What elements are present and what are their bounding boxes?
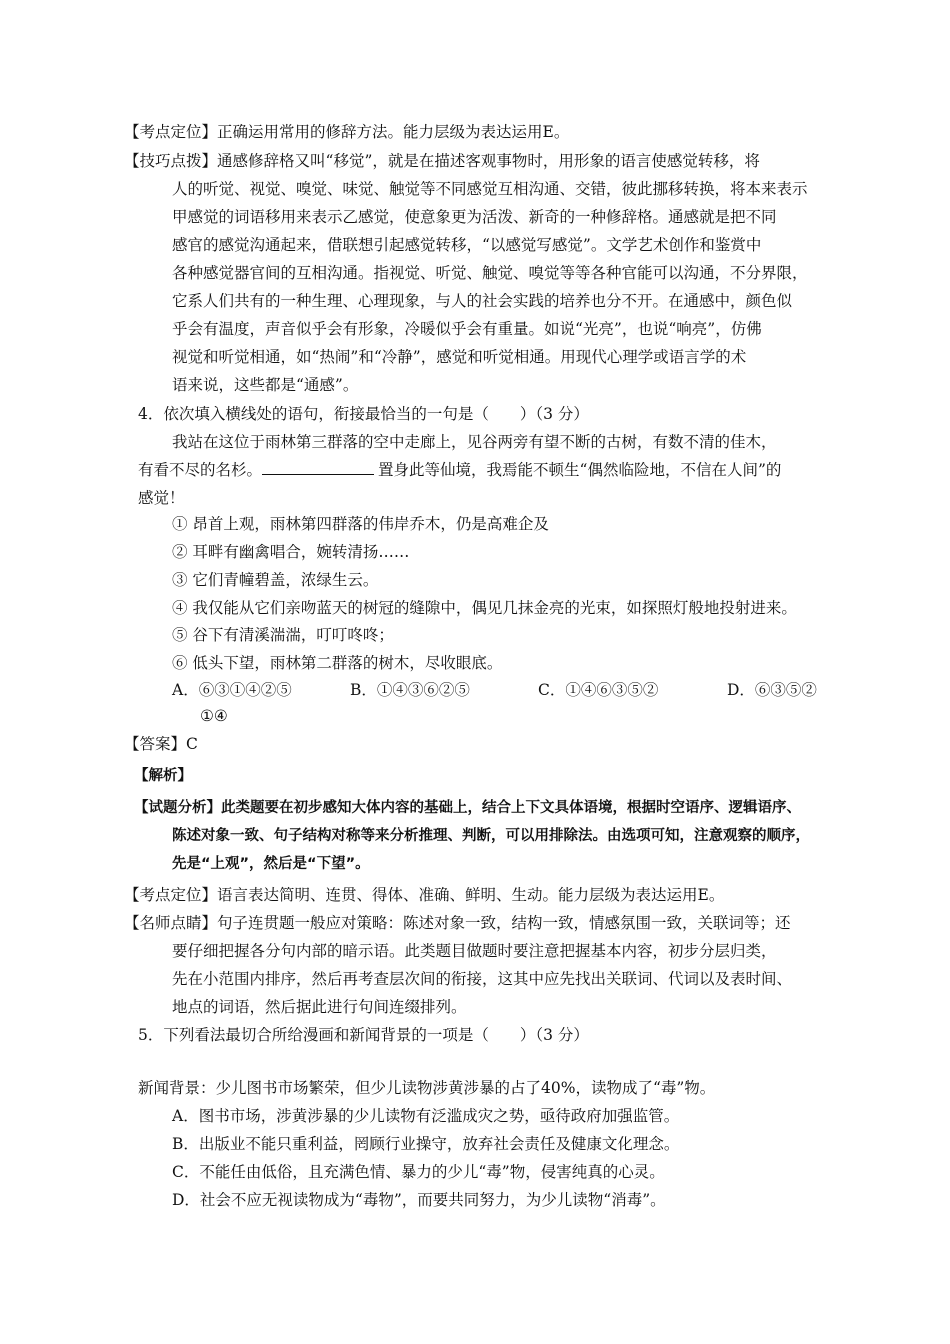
q4-passage: 感觉！ <box>138 489 185 507</box>
question-5-stem: 5．下列看法最切合所给漫画和新闻背景的一项是（ ）（3 分） <box>138 1026 589 1044</box>
mingshi-tag: 【名师点睛】 <box>124 914 218 932</box>
kaodian-tag: 【考点定位】 <box>124 886 218 904</box>
q4-fenxi-line: 先是“上观”，然后是“下望”。 <box>172 856 370 872</box>
q4-answer: 【答案】C <box>124 735 198 753</box>
q4-item: ① 昂首上观，雨林第四群落的伟岸乔木，仍是高难企及 <box>172 515 549 533</box>
fill-blank <box>262 460 374 475</box>
q4-item: ③ 它们青幢碧盖，浓绿生云。 <box>172 571 379 589</box>
mingshi-line: 要仔细把握各分句内部的暗示语。此类题目做题时要注意把握基本内容，初步分层归类， <box>172 942 777 960</box>
q5-option-b: B．出版业不能只重利益，罔顾行业操守，放弃社会责任及健康文化理念。 <box>172 1135 680 1153</box>
q4-jiexi: 【解析】 <box>134 768 192 784</box>
jiqiao-line: 感官的感觉沟通起来，借联想引起感觉转移，“以感觉写感觉”。文学艺术创作和鉴赏中 <box>172 236 762 254</box>
jiqiao-line: 它系人们共有的一种生理、心理现象，与人的社会实践的培养也分不开。在通感中，颜色似 <box>172 292 793 310</box>
jiqiao-tag: 【技巧点拨】 <box>124 152 218 170</box>
q5-option-d: D．社会不应无视读物成为“毒物”，而要共同努力，为少儿读物“消毒”。 <box>172 1191 666 1209</box>
q4-passage-part: 置身此等仙境，我焉能不顿生“偶然临险地，不信在人间”的 <box>378 461 782 479</box>
jiqiao-line: 视觉和听觉相通，如“热闹”和“冷静”，感觉和听觉相通。用现代心理学或语言学的术 <box>172 348 747 366</box>
mingshi-dianjing <box>124 912 791 934</box>
q4-option-a: A．⑥③①④②⑤ <box>172 681 292 699</box>
q4-fenxi-line: 【试题分析】此类题要在初步感知大体内容的基础上，结合上下文具体语境，根据时空语序、逻辑语序、 <box>134 800 801 816</box>
jiqiao-line: 人的听觉、视觉、嗅觉、味觉、触觉等不同感觉互相沟通、交错，彼此挪移转换，将本来表示 <box>172 180 808 198</box>
q5-news-background: 新闻背景：少儿图书市场繁荣，但少儿读物涉黄涉暴的占了40%，读物成了“毒”物。 <box>138 1079 716 1097</box>
q4-option-b: B．①④③⑥②⑤ <box>350 681 470 699</box>
jiqiao-line: 乎会有温度，声音似乎会有形象，冷暖似乎会有重量。如说“光亮”，也说“响亮”，仿佛 <box>172 320 762 338</box>
q4-fenxi-line: 陈述对象一致、句子结构对称等来分析推理、判断，可以用排除法。由选项可知，注意观察的顺序， <box>172 828 810 844</box>
q5-option-a: A．图书市场，涉黄涉暴的少儿读物有泛滥成灾之势，亟待政府加强监管。 <box>172 1107 680 1125</box>
q4-item: ⑤ 谷下有清溪湍湍，叮叮咚咚； <box>172 626 394 644</box>
q4-item: ④ 我仅能从它们亲吻蓝天的树冠的缝隙中，偶见几抹金亮的光束，如探照灯般地投射进来。 <box>172 599 797 617</box>
q4-option-c: C．①④⑥③⑤② <box>538 681 659 699</box>
jiqiao-line: 各种感觉器官间的互相沟通。指视觉、听觉、触觉、嗅觉等等各种官能可以沟通，不分界限， <box>172 264 808 282</box>
kaodian-text: 正确运用常用的修辞方法。能力层级为表达运用E。 <box>217 123 570 141</box>
q4-passage: 我站在这位于雨林第三群落的空中走廊上，见谷两旁有望不断的古树，有数不清的佳木， <box>172 433 777 451</box>
kaodian-dingwei-1 <box>124 121 569 143</box>
mingshi-line: 地点的词语，然后据此进行句间连缀排列。 <box>172 998 467 1016</box>
jiqiao-line: 语来说，这些都是“通感”。 <box>172 376 359 394</box>
kaodian-dingwei-2 <box>124 884 724 906</box>
q5-option-c: C．不能任由低俗，且充满色情、暴力的少儿“毒”物，侵害纯真的心灵。 <box>172 1163 665 1181</box>
kaodian-tag: 【考点定位】 <box>124 123 218 141</box>
q4-option-d: D．⑥③⑤② <box>727 681 817 699</box>
jiqiao-line: 甲感觉的词语移用来表示乙感觉，使意象更为活泼、新奇的一种修辞格。通感就是把不同 <box>172 208 777 226</box>
q4-option-d-continued: ①④ <box>200 707 228 725</box>
question-4-stem: 4．依次填入横线处的语句，衔接最恰当的一句是（ ）（3 分） <box>138 405 589 423</box>
q4-passage-part: 有看不尽的名杉。 <box>138 461 263 479</box>
q4-passage <box>138 459 781 481</box>
jiqiao-line: 通感修辞格又叫“移觉”，就是在描述客观事物时，用形象的语言使感觉转移，将 <box>217 152 760 170</box>
mingshi-line: 先在小范围内排序，然后再考查层次间的衔接，这其中应先找出关联词、代词以及表时间、 <box>172 970 793 988</box>
q4-item: ⑥ 低头下望，雨林第二群落的树木，尽收眼底。 <box>172 654 503 672</box>
jiqiao-dianbo <box>124 150 760 172</box>
mingshi-line: 句子连贯题一般应对策略：陈述对象一致，结构一致，情感氛围一致，关联词等；还 <box>217 914 791 932</box>
q4-item: ② 耳畔有幽禽唱合，婉转清扬…… <box>172 543 410 561</box>
kaodian-text: 语言表达简明、连贯、得体、准确、鲜明、生动。能力层级为表达运用E。 <box>217 886 725 904</box>
